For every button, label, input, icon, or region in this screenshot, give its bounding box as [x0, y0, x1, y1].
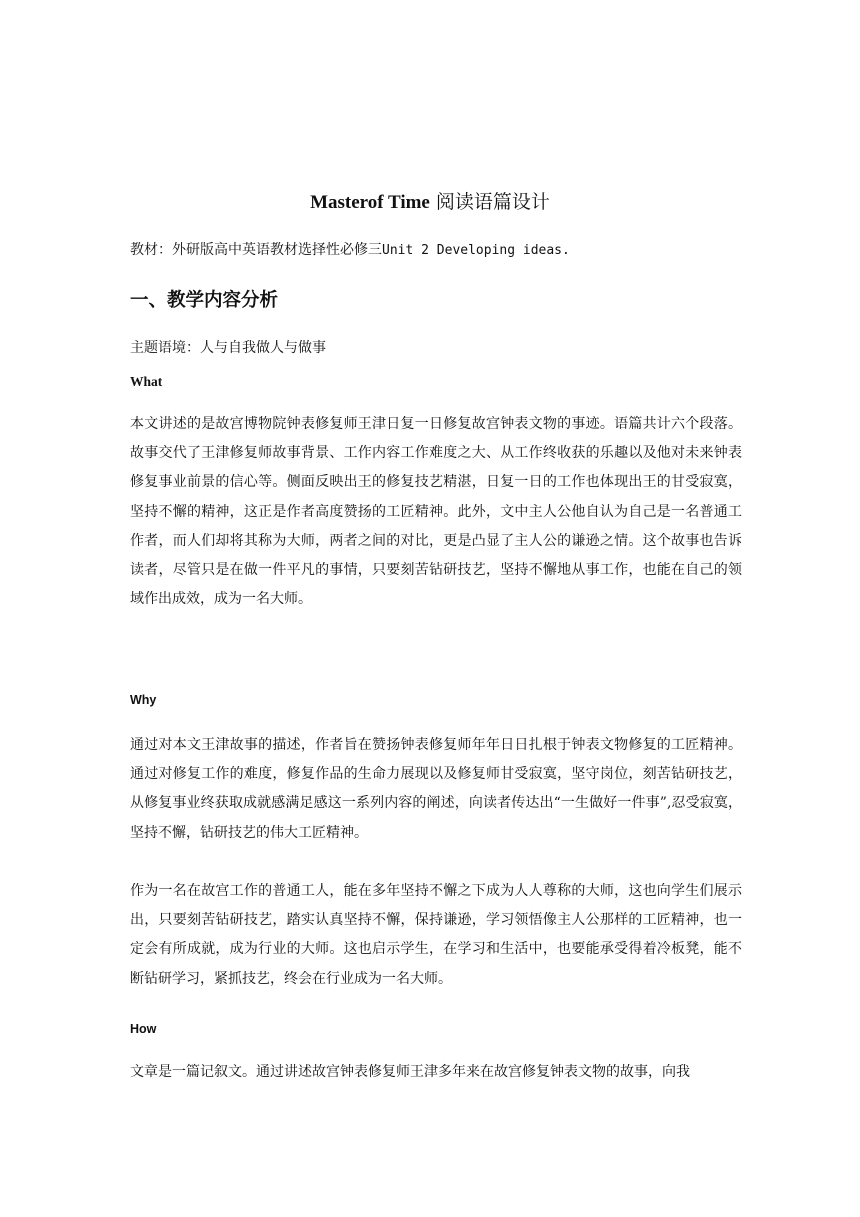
why-paragraph-2: 作为一名在故宫工作的普通工人，能在多年坚持不懈之下成为人人尊称的大师，这也向学生们展示出，只要刻苦钻研技艺，踏实认真坚持不懈，保持谦逊，学习领悟像主人公那样的工匠精神，也一定会有所成就，成为行业的大师。这也启示学生，在学习和生活中，也要能承受得着冷板凳，能不断钻研学习，紧抓技艺，终会在行业成为一名大师。 [130, 883, 742, 987]
material-prefix: 教材：外研版高中英语教材选择性必修三 [130, 242, 382, 258]
what-label: What [130, 374, 163, 389]
material-unit: Unit 2 Developing ideas. [382, 243, 570, 258]
how-paragraph: 文章是一篇记叙文。通过讲述故宫钟表修复师王津多年来在故宫修复钟表文物的故事，向我 [130, 1064, 690, 1080]
why-label: Why [130, 693, 157, 707]
title-chinese: 阅读语篇设计 [429, 191, 550, 213]
document-title [0, 189, 860, 216]
section-heading-content-analysis: 一、教学内容分析 [130, 290, 279, 311]
why-paragraph-1: 通过对本文王津故事的描述，作者旨在赞扬钟表修复师年年日日扎根于钟表文物修复的工匠精神。通过对修复工作的难度，修复作品的生命力展现以及修复师甘受寂寞，坚守岗位，刻苦钻研技艺，从修复事业终获取成就感满足感这一系列内容的阐述，向读者传达出“一生做好一件事”,忍受寂寞，坚持不懈，钻研技艺的伟大工匠精神。 [130, 737, 742, 841]
material-line [130, 240, 570, 261]
what-paragraph: 本文讲述的是故宫博物院钟表修复师王津日复一日修复故宫钟表文物的事迹。语篇共计六个段落。故事交代了王津修复师故事背景、工作内容工作难度之大、从工作终收获的乐趣以及他对未来钟表修复事业前景的信心等。侧面反映出王的修复技艺精湛，日复一日的工作也体现出王的甘受寂寞，坚持不懈的精神，这正是作者高度赞扬的工匠精神。此外，文中主人公他自认为自己是一名普通工作者，而人们却将其称为大师，两者之间的对比，更是凸显了主人公的谦逊之情。这个故事也告诉读者，尽管只是在做一件平凡的事情，只要刻苦钻研技艺，坚持不懈地从事工作，也能在自己的领域作出成效，成为一名大师。 [130, 416, 742, 608]
title-english: Masterof Time [310, 192, 430, 213]
theme-context: 主题语境：人与自我做人与做事 [130, 340, 326, 356]
how-label: How [130, 1022, 157, 1036]
